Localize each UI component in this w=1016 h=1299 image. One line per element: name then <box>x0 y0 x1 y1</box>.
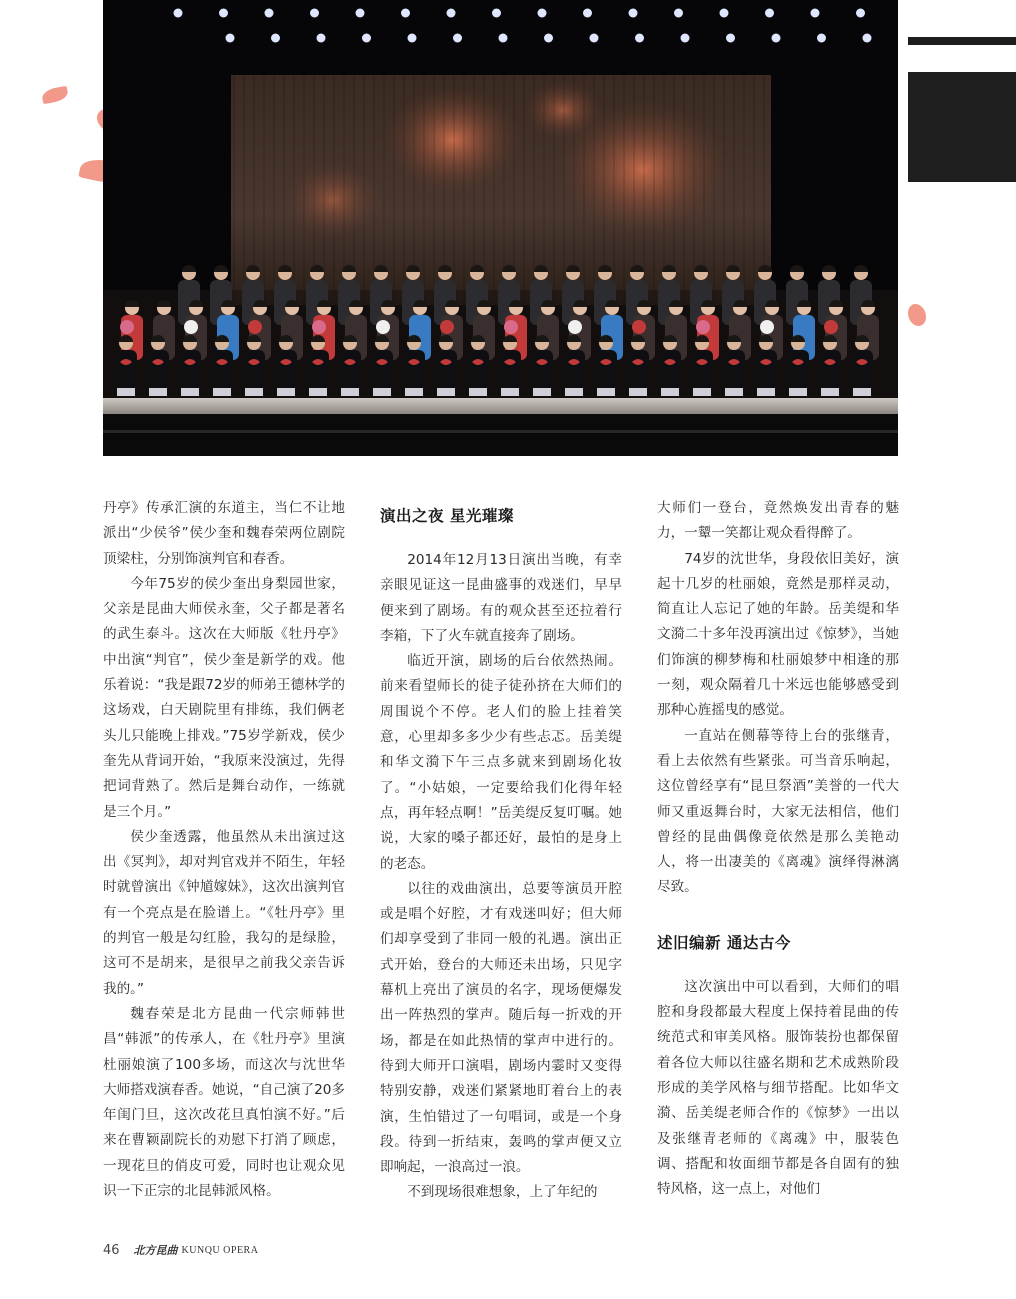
page-footer <box>103 1240 258 1260</box>
paragraph: 以往的戏曲演出，总要等演员开腔或是唱个好腔，才有戏迷叫好；但大师们却享受到了非同一般的礼遇。演出正式开始，登台的大师还未出场，只见字幕机上亮出了演员的名字，现场便爆发出一阵热烈的掌声。随后每一折戏的开场，都是在如此热情的掌声中进行的。待到大师开口演唱，剧场内霎时又变得特别安静，戏迷们紧紧地盯着台上的表演，生怕错过了一句唱词，或是一个身段。待到一折结束，轰鸣的掌声便又立即响起，一浪高过一浪。 <box>380 880 622 1176</box>
section-heading: 述旧编新 通达古今 <box>657 933 791 952</box>
petal-decoration <box>908 304 926 326</box>
paragraph: 2014年12月13日演出当晚，有幸亲眼见证这一昆曲盛事的戏迷们，早早便来到了剧场。有的观众甚至还拉着行李箱，下了火车就直接奔了剧场。 <box>380 552 622 644</box>
section-heading: 演出之夜 星光璀璨 <box>380 507 514 525</box>
paragraph: 不到现场很难想象，上了年纪的 <box>407 1184 598 1201</box>
text-column-1 <box>103 496 345 1204</box>
paragraph: 74岁的沈世华，身段依旧美好，演起十几岁的杜丽娘，竟然是那样灵动，简直让人忘记了她的年龄。岳美缇和华文漪二十多年没再演出过《惊梦》，当她们饰演的柳梦梅和杜丽娘梦中相逢的那一刻，观众隔着几十米远也能够感受到那种心旌摇曳的感觉。 <box>657 550 899 719</box>
paragraph: 大师们一登台，竟然焕发出青春的魅力，一颦一笑都让观众看得醉了。 <box>657 500 899 542</box>
paragraph: 临近开演，剧场的后台依然热闹。前来看望师长的徒子徒孙挤在大师们的周围说个不停。老人们的脸上挂着笑意，心里却多多少少有些忐忑。岳美缇和华文漪下午三点多就来到剧场化妆了。“小姑娘，一定要给我们化得年轻点，再年轻点啊！”岳美缇反复叮嘱。她说，大家的嗓子都还好，最怕的是身上的老态。 <box>380 653 622 872</box>
paragraph: 丹亭》传承汇演的东道主，当仁不让地派出“少侯爷”侯少奎和魏春荣两位剧院顶梁柱，分别饰演判官和春香。 <box>103 500 345 567</box>
magazine-title-en: KUNQU OPERA <box>181 1244 259 1256</box>
paragraph: 魏春荣是北方昆曲一代宗师韩世昌“韩派”的传承人，在《牡丹亭》里演杜丽娘演了100多场，而这次与沈世华大师搭戏演春香。她说，“自己演了20多年闺门旦，这次改花旦真怕演不好。”后来在曹颖副院长的劝慰下打消了顾虑，一现花旦的俏皮可爱，同时也让观众见识一下正宗的北昆韩派风格。 <box>103 1005 345 1200</box>
page-number: 46 <box>103 1242 120 1258</box>
paragraph: 今年75岁的侯少奎出身梨园世家，父亲是昆曲大师侯永奎，父子都是著名的武生泰斗。这次在大师版《牡丹亭》中出演“判官”，侯少奎是新学的戏。他乐着说：“我是跟72岁的师弟王德林学的这场戏，白天剧院里有排练，我们俩老头儿只能晚上排戏。”75岁学新戏，侯少奎先从背词开始，“我原来没演过，先得把词背熟了。然后是舞台动作，一练就是三个月。” <box>103 575 345 820</box>
text-column-2 <box>380 496 622 1206</box>
stage-photo-illustration <box>103 0 898 456</box>
petal-decoration <box>41 86 69 104</box>
magazine-logo <box>134 1242 259 1258</box>
paragraph: 一直站在侧幕等待上台的张继青，看上去依然有些紧张。可当音乐响起，这位曾经享有“昆旦祭酒”美誉的一代大师又重返舞台时，大家无法相信，他们曾经的昆曲偶像竟依然是那么美艳动人，将一出凄美的《离魂》演绎得淋漓尽致。 <box>657 727 899 896</box>
magazine-title-cn: 北方昆曲 <box>133 1244 178 1257</box>
paragraph: 这次演出中可以看到，大师们的唱腔和身段都最大程度上保持着昆曲的传统范式和审美风格。服饰装扮也都保留着各位大师以往盛名期和艺术成熟阶段形成的美学风格与细节搭配。比如华文漪、岳美缇老师合作的《惊梦》一出以及张继青老师的《离魂》中，服装色调、搭配和妆面细节都是各自固有的独特风格，这一点上，对他们 <box>657 978 899 1198</box>
text-column-3 <box>657 496 899 1202</box>
stage-group-photo <box>103 0 898 456</box>
paragraph: 侯少奎透露，他虽然从未出演过这出《冥判》，却对判官戏并不陌生，年轻时就曾演出《钟馗嫁妹》，这次出演判官有一个亮点是在脸谱上。“《牡丹亭》里的判官一般是勾红脸，我勾的是绿脸，这可不是胡来，是很早之前我父亲告诉我的。” <box>103 828 345 997</box>
decorative-block <box>908 72 1016 182</box>
decorative-bar <box>908 37 1016 45</box>
